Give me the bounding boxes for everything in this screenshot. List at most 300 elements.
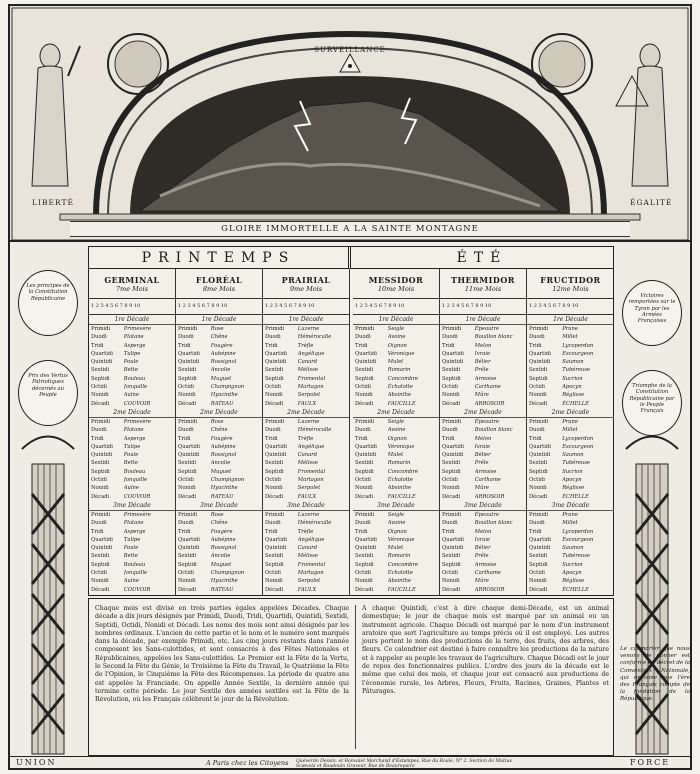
day-row xyxy=(178,552,260,560)
day-plant: Fougère xyxy=(210,342,233,349)
day-row xyxy=(91,561,173,569)
day-row xyxy=(91,476,173,484)
day-name: Tridi xyxy=(91,528,104,535)
day-row xyxy=(529,350,612,358)
day-plant: Romarin xyxy=(387,367,411,374)
day-plant: ÉCHELLE xyxy=(562,493,589,500)
day-row xyxy=(529,435,612,443)
day-name: Nonidi xyxy=(91,578,109,585)
day-row xyxy=(529,468,612,476)
day-row xyxy=(178,358,260,366)
day-plant: Luzerne xyxy=(297,418,320,425)
day-row xyxy=(442,350,524,358)
month-column-thermidor xyxy=(440,269,527,595)
day-plant: Concombre xyxy=(387,561,419,568)
day-plant: Luzerne xyxy=(297,326,320,332)
day-name: Septidi xyxy=(355,468,374,475)
day-plant: Réglisse xyxy=(562,578,585,585)
day-plant: Chêne xyxy=(210,520,228,527)
day-row xyxy=(265,484,347,492)
day-name: Nonidi xyxy=(442,392,460,399)
day-row xyxy=(265,383,347,391)
day-name: Duodi xyxy=(442,334,458,341)
day-row xyxy=(91,375,173,383)
day-plant: ARROSOIR xyxy=(474,400,505,407)
day-plant: Seigle xyxy=(387,326,405,332)
day-plant: ÉCHELLE xyxy=(562,400,589,407)
day-row xyxy=(529,476,612,484)
day-plant: Poule xyxy=(123,545,139,552)
day-plant: Ancolie xyxy=(210,553,231,560)
day-plant: Mûre xyxy=(474,485,489,492)
day-row xyxy=(355,459,437,467)
day-name: Quartidi xyxy=(442,350,464,357)
day-name: Tridi xyxy=(178,435,191,442)
decade-label: 3me Décade xyxy=(527,501,614,511)
day-row xyxy=(442,435,524,443)
day-plant: Armoise xyxy=(474,375,497,382)
day-plant: Concombre xyxy=(387,375,419,382)
day-name: Quartidi xyxy=(265,350,287,357)
day-name: Quartidi xyxy=(529,536,551,543)
right-oval-2: Triomphe de la Constitution Républicaine par le Peuple Français xyxy=(622,370,682,436)
day-plant: Véronique xyxy=(387,350,415,357)
day-name: Duodi xyxy=(265,334,281,341)
day-plant: Melon xyxy=(474,435,492,442)
day-plant: Fromental xyxy=(297,561,326,568)
day-row xyxy=(442,511,524,519)
day-row xyxy=(529,400,612,408)
day-row xyxy=(529,586,612,594)
day-name: Tridi xyxy=(265,528,278,535)
day-plant: Escourgeon xyxy=(562,350,594,357)
day-name: Quintidi xyxy=(355,359,377,366)
day-numbers-row: 1 2 3 4 5 6 7 8 9 10 xyxy=(440,299,526,315)
day-plant: Champignon xyxy=(210,384,245,391)
day-row xyxy=(355,358,437,366)
day-name: Septidi xyxy=(442,468,461,475)
day-name: Primidi xyxy=(442,511,462,518)
day-plant: Saumon xyxy=(562,452,584,459)
decade-label: 3me Décade xyxy=(89,501,175,511)
day-row xyxy=(178,426,260,434)
day-row xyxy=(355,418,437,426)
month-column-floreal xyxy=(176,269,263,595)
day-plant: Prune xyxy=(562,326,578,332)
day-name: Primidi xyxy=(529,511,549,518)
day-row xyxy=(442,391,524,399)
day-name: Nonidi xyxy=(178,485,196,492)
month-header xyxy=(353,269,439,299)
day-name: Octidi xyxy=(265,477,281,484)
day-plant: Angélique xyxy=(297,350,325,357)
day-plant: Platane xyxy=(123,520,144,527)
day-name: Quintidi xyxy=(91,452,113,459)
day-row xyxy=(355,493,437,501)
day-row xyxy=(442,366,524,374)
day-name: Octidi xyxy=(529,384,545,391)
day-row xyxy=(442,519,524,527)
day-plant: Véronique xyxy=(387,536,415,543)
footer xyxy=(10,756,690,770)
day-plant: FAULX xyxy=(297,400,317,407)
day-row xyxy=(442,586,524,594)
day-name: Nonidi xyxy=(529,578,547,585)
day-name: Tridi xyxy=(442,528,455,535)
day-name: Décadi xyxy=(178,586,197,593)
header-caption: GLOIRE IMMORTELLE A LA SAINTE MONTAGNE xyxy=(70,221,630,237)
month-name: GERMINAL xyxy=(104,275,160,285)
day-plant: Martagon xyxy=(297,477,324,484)
footer-force: FORCE xyxy=(630,758,671,767)
day-name: Décadi xyxy=(355,586,374,593)
day-name: Quartidi xyxy=(178,350,200,357)
day-name: Sextidi xyxy=(355,367,374,374)
day-name: Sextidi xyxy=(178,553,197,560)
day-name: Tridi xyxy=(529,528,542,535)
day-plant: Absinthe xyxy=(387,578,412,585)
day-row xyxy=(442,493,524,501)
day-numbers-row: 1 2 3 4 5 6 7 8 9 10 xyxy=(527,299,614,315)
day-row xyxy=(91,459,173,467)
day-plant: Armoise xyxy=(474,561,497,568)
day-name: Décadi xyxy=(355,493,374,500)
day-plant: Escourgeon xyxy=(562,443,594,450)
day-row xyxy=(442,468,524,476)
day-name: Duodi xyxy=(178,427,194,434)
day-plant: Martagon xyxy=(297,570,324,577)
day-row xyxy=(265,358,347,366)
day-name: Octidi xyxy=(178,384,194,391)
day-row xyxy=(265,400,347,408)
day-name: Quintidi xyxy=(91,545,113,552)
day-row xyxy=(442,443,524,451)
day-name: Duodi xyxy=(265,520,281,527)
month-number: 11me Mois xyxy=(464,285,502,293)
day-plant: Prêle xyxy=(474,553,489,560)
day-plant: Aubépine xyxy=(210,350,236,357)
day-plant: Jonquille xyxy=(123,477,148,484)
day-name: Tridi xyxy=(91,342,104,349)
day-name: Primidi xyxy=(91,418,111,425)
day-plant: COUVOIR xyxy=(123,586,151,593)
day-plant: COUVOIR xyxy=(123,493,151,500)
decade-label: 2me Décade xyxy=(527,408,614,418)
day-plant: Canard xyxy=(297,359,318,366)
day-plant: Aulne xyxy=(123,578,139,585)
day-plant: Champignon xyxy=(210,477,245,484)
day-plant: Melon xyxy=(474,342,492,349)
day-name: Primidi xyxy=(178,326,198,332)
day-name: Quintidi xyxy=(265,545,287,552)
day-row xyxy=(265,451,347,459)
day-plant: Angélique xyxy=(297,536,325,543)
day-plant: Sucrion xyxy=(562,375,583,382)
day-name: Duodi xyxy=(178,520,194,527)
day-name: Quintidi xyxy=(178,452,200,459)
day-row xyxy=(529,511,612,519)
day-plant: Épeautre xyxy=(474,326,500,332)
day-plant: Mulet xyxy=(387,452,404,459)
day-plant: Saumon xyxy=(562,359,584,366)
day-plant: Absinthe xyxy=(387,392,412,399)
day-row xyxy=(442,577,524,585)
day-plant: ARROSOIR xyxy=(474,493,505,500)
day-name: Primidi xyxy=(529,418,549,425)
day-plant: Fromental xyxy=(297,375,326,382)
day-name: Septidi xyxy=(178,561,197,568)
day-row xyxy=(442,561,524,569)
day-plant: Oignon xyxy=(387,528,407,535)
day-name: Quintidi xyxy=(355,545,377,552)
day-row xyxy=(91,342,173,350)
day-row xyxy=(91,435,173,443)
day-row xyxy=(178,493,260,501)
decade-label: 1re Décade xyxy=(263,315,349,325)
day-plant: Mûre xyxy=(474,578,489,585)
day-name: Octidi xyxy=(178,570,194,577)
day-plant: RATEAU xyxy=(210,586,234,593)
day-row xyxy=(91,383,173,391)
day-plant: Bouillon blanc xyxy=(474,334,513,341)
day-name: Décadi xyxy=(91,400,110,407)
decade-label: 1re Décade xyxy=(353,315,439,325)
day-row xyxy=(91,519,173,527)
equality-figure xyxy=(616,44,668,186)
day-name: Quartidi xyxy=(529,443,551,450)
day-row xyxy=(178,325,260,333)
day-plant: Aubépine xyxy=(210,536,236,543)
day-name: Tridi xyxy=(178,528,191,535)
day-row xyxy=(442,342,524,350)
day-name: Décadi xyxy=(442,400,461,407)
day-numbers-row: 1 2 3 4 5 6 7 8 9 10 xyxy=(89,299,175,315)
day-plant: FAUCILLE xyxy=(387,400,416,407)
day-name: Duodi xyxy=(355,427,371,434)
day-name: Nonidi xyxy=(91,485,109,492)
day-plant: Romarin xyxy=(387,460,411,467)
day-row xyxy=(91,400,173,408)
day-plant: Hémérocalle xyxy=(297,520,332,527)
day-row xyxy=(91,418,173,426)
day-row xyxy=(178,435,260,443)
day-plant: Épeautre xyxy=(474,418,500,425)
day-plant: Hémérocalle xyxy=(297,427,332,434)
explanatory-text xyxy=(88,598,614,756)
day-name: Octidi xyxy=(265,570,281,577)
day-plant: Mélisse xyxy=(297,367,318,374)
day-plant: Asperge xyxy=(123,435,146,442)
day-plant: Asperge xyxy=(123,342,146,349)
day-row xyxy=(529,552,612,560)
day-name: Sextidi xyxy=(91,367,110,374)
day-plant: Apocyn xyxy=(562,570,582,577)
day-row xyxy=(529,358,612,366)
day-row xyxy=(442,484,524,492)
day-name: Octidi xyxy=(529,477,545,484)
day-row xyxy=(91,358,173,366)
day-row xyxy=(178,577,260,585)
day-name: Nonidi xyxy=(265,578,283,585)
day-plant: Tulipe xyxy=(123,350,141,357)
day-name: Quintidi xyxy=(265,359,287,366)
day-name: Duodi xyxy=(529,427,545,434)
day-row xyxy=(178,511,260,519)
day-plant: Asperge xyxy=(123,528,146,535)
day-row xyxy=(529,366,612,374)
day-name: Décadi xyxy=(265,400,284,407)
day-row xyxy=(265,443,347,451)
day-plant: Hyacinthe xyxy=(210,392,238,399)
day-row xyxy=(178,375,260,383)
day-plant: Bette xyxy=(123,553,138,560)
day-plant: Ancolie xyxy=(210,460,231,467)
day-name: Duodi xyxy=(529,334,545,341)
day-name: Septidi xyxy=(355,561,374,568)
day-row xyxy=(529,333,612,341)
day-plant: Bouillon blanc xyxy=(474,427,513,434)
day-row xyxy=(442,426,524,434)
day-name: Décadi xyxy=(529,493,548,500)
day-row xyxy=(355,552,437,560)
day-name: Nonidi xyxy=(355,392,373,399)
day-plant: Rose xyxy=(210,511,224,518)
day-row xyxy=(355,366,437,374)
day-row xyxy=(265,528,347,536)
day-plant: Apocyn xyxy=(562,477,582,484)
footer-address: Quéverdo Dessin. et Bonvalet Marchand d'Estampes, Rue du Roule, N° 2. Section de Mutius Scævola et Baudouin Graveur, Rue de Beaurepaire xyxy=(296,759,512,770)
day-row xyxy=(265,325,347,333)
day-plant: Échalotte xyxy=(387,384,413,391)
day-name: Septidi xyxy=(442,375,461,382)
month-number: 12me Mois xyxy=(552,285,589,293)
day-row xyxy=(91,391,173,399)
day-plant: Véronique xyxy=(387,443,415,450)
day-name: Septidi xyxy=(529,375,548,382)
day-plant: RATEAU xyxy=(210,493,234,500)
day-name: Tridi xyxy=(178,342,191,349)
day-name: Octidi xyxy=(442,570,458,577)
day-plant: Champignon xyxy=(210,570,245,577)
day-name: Duodi xyxy=(265,427,281,434)
day-name: Nonidi xyxy=(355,485,373,492)
day-plant: Rossignol xyxy=(210,359,237,366)
day-row xyxy=(355,435,437,443)
day-name: Nonidi xyxy=(529,392,547,399)
day-plant: Fougère xyxy=(210,435,233,442)
day-name: Décadi xyxy=(442,586,461,593)
day-name: Décadi xyxy=(265,586,284,593)
decade-label: 2me Décade xyxy=(263,408,349,418)
month-column-messidor xyxy=(353,269,440,595)
month-column-prairial xyxy=(263,269,350,595)
day-name: Tridi xyxy=(265,342,278,349)
day-name: Septidi xyxy=(529,468,548,475)
day-row xyxy=(265,435,347,443)
day-name: Décadi xyxy=(91,586,110,593)
day-row xyxy=(355,468,437,476)
day-name: Septidi xyxy=(529,561,548,568)
day-plant: Bélier xyxy=(474,545,491,552)
month-header xyxy=(263,269,349,299)
day-name: Tridi xyxy=(91,435,104,442)
day-row xyxy=(178,519,260,527)
day-row xyxy=(91,544,173,552)
day-name: Octidi xyxy=(355,570,371,577)
day-name: Sextidi xyxy=(355,460,374,467)
day-name: Sextidi xyxy=(355,553,374,560)
day-name: Décadi xyxy=(91,493,110,500)
day-plant: FAUCILLE xyxy=(387,586,416,593)
day-plant: Escourgeon xyxy=(562,536,594,543)
day-row xyxy=(178,544,260,552)
day-name: Quintidi xyxy=(442,359,464,366)
day-plant: Rose xyxy=(210,418,224,425)
footer-union: UNION xyxy=(16,758,57,767)
decade-label: 2me Décade xyxy=(89,408,175,418)
day-name: Quartidi xyxy=(178,443,200,450)
day-plant: Tulipe xyxy=(123,536,141,543)
day-row xyxy=(265,350,347,358)
day-row xyxy=(265,493,347,501)
day-name: Sextidi xyxy=(178,367,197,374)
day-row xyxy=(91,350,173,358)
day-name: Nonidi xyxy=(355,578,373,585)
day-plant: Seigle xyxy=(387,418,405,425)
day-row xyxy=(91,443,173,451)
month-number: 9me Mois xyxy=(289,285,323,293)
day-name: Septidi xyxy=(355,375,374,382)
day-name: Nonidi xyxy=(442,578,460,585)
day-row xyxy=(355,511,437,519)
day-name: Primidi xyxy=(91,326,111,332)
day-name: Tridi xyxy=(529,342,542,349)
day-plant: Avoine xyxy=(387,427,406,434)
day-numbers-row: 1 2 3 4 5 6 7 8 9 10 xyxy=(263,299,349,315)
day-name: Octidi xyxy=(91,477,107,484)
right-oval-1: Victoires remportées sur le Tyran par les Armées Françaises xyxy=(622,280,682,346)
day-plant: Bélier xyxy=(474,359,491,366)
day-row xyxy=(265,418,347,426)
month-number: 7me Mois xyxy=(115,285,149,293)
day-name: Duodi xyxy=(442,427,458,434)
day-plant: Primevère xyxy=(123,418,151,425)
day-row xyxy=(442,552,524,560)
day-row xyxy=(529,426,612,434)
day-row xyxy=(355,400,437,408)
day-row xyxy=(442,358,524,366)
month-name: PRAIRIAL xyxy=(281,275,331,285)
day-plant: COUVOIR xyxy=(123,400,151,407)
header-ornament xyxy=(10,6,690,242)
day-name: Duodi xyxy=(91,334,107,341)
day-row xyxy=(91,451,173,459)
day-name: Quartidi xyxy=(442,443,464,450)
day-name: Octidi xyxy=(265,384,281,391)
day-name: Octidi xyxy=(355,477,371,484)
day-plant: Prêle xyxy=(474,460,489,467)
day-name: Quartidi xyxy=(265,443,287,450)
day-plant: Hyacinthe xyxy=(210,578,238,585)
day-plant: Jonquille xyxy=(123,384,148,391)
day-name: Tridi xyxy=(442,435,455,442)
day-plant: Serpolet xyxy=(297,485,321,492)
day-name: Primidi xyxy=(265,511,285,518)
day-name: Sextidi xyxy=(265,460,284,467)
day-row xyxy=(442,333,524,341)
day-plant: Échalotte xyxy=(387,477,413,484)
day-name: Sextidi xyxy=(529,367,548,374)
